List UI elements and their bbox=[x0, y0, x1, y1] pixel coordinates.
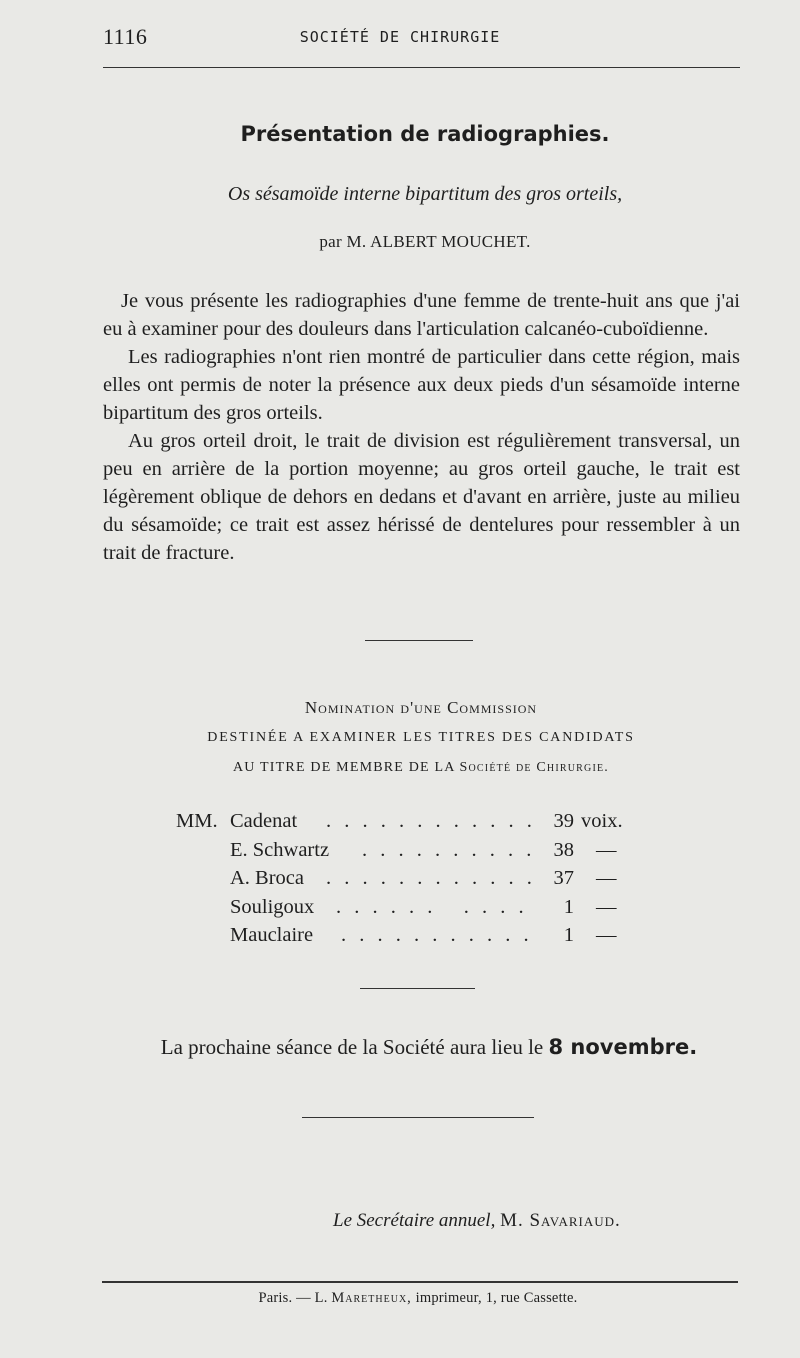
vote-row bbox=[176, 839, 646, 868]
printer-name: Maretheux, bbox=[331, 1290, 412, 1306]
vote-unit: voix. bbox=[581, 810, 623, 832]
page-number: 1116 bbox=[103, 24, 148, 49]
printer-prefix: Paris. — L. bbox=[258, 1290, 328, 1306]
closing-rule bbox=[302, 1117, 534, 1118]
header-rule bbox=[103, 67, 740, 68]
nomination-line-2: DESTINÉE A EXAMINER LES TITRES DES CANDIDATS bbox=[207, 730, 635, 745]
nomination-line-3-prefix: AU TITRE DE MEMBRE DE LA bbox=[232, 760, 455, 775]
vote-count: 1 bbox=[563, 924, 574, 946]
vote-unit: — bbox=[596, 924, 617, 946]
author-byline: par M. ALBERT MOUCHET. bbox=[319, 232, 531, 251]
vote-unit: — bbox=[596, 838, 617, 861]
leader-dots: . . . . . . . . . . bbox=[362, 838, 536, 861]
printer-address: imprimeur, 1, rue Cassette. bbox=[415, 1290, 578, 1306]
section-title: Présentation de radiographies. bbox=[240, 122, 610, 146]
vote-count: 38 bbox=[553, 838, 574, 861]
section-subtitle: Os sésamoïde interne bipartitum des gros orteils, bbox=[227, 183, 623, 205]
candidate-name: Cadenat bbox=[230, 810, 298, 832]
vote-row bbox=[176, 896, 646, 925]
printer-imprint bbox=[0, 1290, 800, 1307]
paragraph: Je vous présente les radiographies d'une femme de trente-huit ans que j'ai eu à examiner pour des douleurs dans l'articulation calcanéo-cuboïdienne. bbox=[103, 290, 740, 340]
vote-count: 39 bbox=[553, 810, 574, 832]
next-session-text: La prochaine séance de la Société aura lieu le bbox=[160, 1035, 544, 1059]
running-title: SOCIÉTÉ DE CHIRURGIE bbox=[299, 28, 501, 46]
vote-table bbox=[176, 810, 646, 953]
leader-dots: . . . . . . . . . . . . bbox=[326, 810, 536, 832]
section-divider bbox=[365, 640, 473, 641]
next-session-notice bbox=[0, 1035, 800, 1060]
vote-unit: — bbox=[596, 867, 617, 889]
secretary-signature bbox=[333, 1210, 621, 1232]
candidate-name: A. Broca bbox=[230, 867, 305, 889]
vote-row bbox=[176, 924, 646, 953]
nomination-line-3 bbox=[0, 760, 800, 776]
section-divider bbox=[360, 988, 475, 989]
next-session-date: 8 novembre. bbox=[548, 1035, 698, 1059]
candidate-name: E. Schwartz bbox=[230, 838, 330, 861]
candidate-name: Souligoux bbox=[230, 895, 315, 918]
leader-dots: . . . . . . . . . . . bbox=[341, 924, 533, 946]
vote-count: 1 bbox=[563, 895, 574, 918]
vote-prefix: MM. bbox=[176, 810, 218, 832]
body-text bbox=[103, 287, 740, 567]
nomination-line-3-society: Société de Chirurgie. bbox=[459, 760, 609, 775]
vote-unit: — bbox=[596, 895, 617, 918]
vote-count: 37 bbox=[553, 867, 574, 889]
candidate-name: Mauclaire bbox=[230, 924, 314, 946]
secretary-role: Le Secrétaire annuel, bbox=[333, 1210, 496, 1231]
nomination-heading: Nomination d'une Commission bbox=[304, 698, 538, 717]
leader-dots: . . . . . . . . . . . . bbox=[326, 867, 536, 889]
paragraph: Les radiographies n'ont rien montré de particulier dans cette région, mais elles ont permis de noter la présence aux deux pieds d'un sésamoïde interne bipartitum des gros orteils. bbox=[103, 346, 740, 424]
secretary-name: M. Savariaud. bbox=[500, 1210, 621, 1231]
leader-dots: . . . . . . . . . . bbox=[336, 895, 528, 918]
vote-row bbox=[176, 867, 646, 896]
paragraph: Au gros orteil droit, le trait de division est régulièrement transversal, un peu en arrière de la portion moyenne; au gros orteil gauche, le trait est légèrement oblique de dehors en dedans et d'avant en arrière, juste au milieu du sésamoïde; ce trait est assez hérissé de dentelures pour ressembler à un trait de fracture. bbox=[103, 430, 740, 564]
vote-row bbox=[176, 810, 646, 839]
footer-rule bbox=[102, 1281, 738, 1283]
